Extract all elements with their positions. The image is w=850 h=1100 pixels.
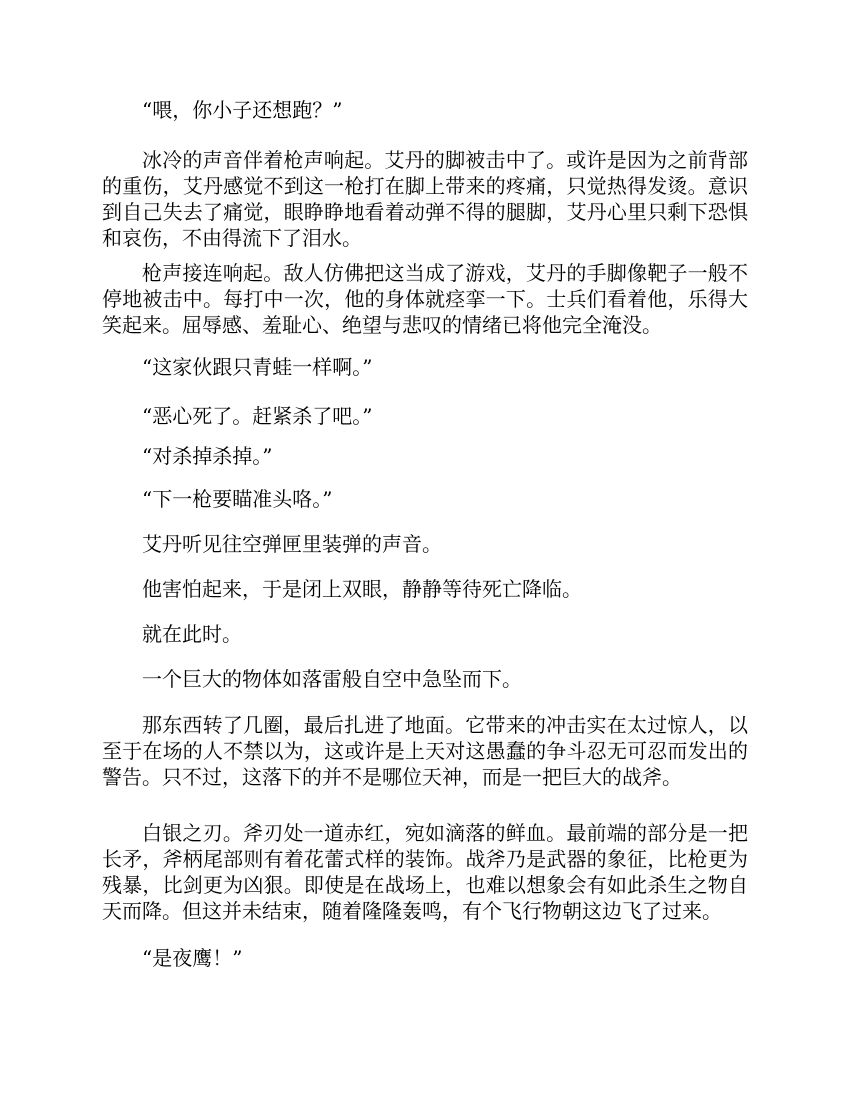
paragraph-14: “是夜鹰！”	[142, 946, 243, 970]
paragraph-2: 冰冷的声音伴着枪声响起。艾丹的脚被击中了。或许是因为之前背部的重伤，艾丹感觉不到这一枪打在脚上带来的疼痛，只觉热得发烫。意识到自己失去了痛觉，眼睁睁地看着动弹不得的腿脚，艾丹心里只剩下恐惧和哀伤，不由得流下了泪水。	[102, 148, 748, 250]
paragraph-7: “下一枪要瞄准头咯。”	[142, 487, 333, 511]
paragraph-10: 就在此时。	[142, 622, 242, 646]
paragraph-1: “喂，你小子还想跑？”	[142, 98, 343, 122]
paragraph-13: 白银之刃。斧刃处一道赤红，宛如滴落的鲜血。最前端的部分是一把长矛，斧柄尾部则有着花蕾式样的装饰。战斧乃是武器的象征，比枪更为残暴，比剑更为凶狠。即使是在战场上，也难以想象会有如此杀生之物自天而降。但这并未结束，随着隆隆轰鸣，有个飞行物朝这边飞了过来。	[102, 821, 748, 923]
paragraph-11: 一个巨大的物体如落雷般自空中急坠而下。	[142, 667, 522, 691]
paragraph-6: “对杀掉杀掉。”	[142, 444, 273, 468]
paragraph-12: 那东西转了几圈，最后扎进了地面。它带来的冲击实在太过惊人，以至于在场的人不禁以为，这或许是上天对这愚蠢的争斗忍无可忍而发出的警告。只不过，这落下的并不是哪位天神，而是一把巨大的战斧。	[102, 713, 748, 789]
paragraph-4: “这家伙跟只青蛙一样啊。”	[142, 355, 373, 379]
paragraph-3: 枪声接连响起。敌人仿佛把这当成了游戏，艾丹的手脚像靶子一般不停地被击中。每打中一次，他的身体就痉挛一下。士兵们看着他，乐得大笑起来。屈辱感、羞耻心、绝望与悲叹的情绪已将他完全淹没。	[102, 261, 748, 337]
paragraph-5: “恶心死了。赶紧杀了吧。”	[142, 404, 373, 428]
paragraph-9: 他害怕起来，于是闭上双眼，静静等待死亡降临。	[142, 577, 582, 601]
paragraph-8: 艾丹听见往空弹匣里装弹的声音。	[142, 532, 442, 556]
